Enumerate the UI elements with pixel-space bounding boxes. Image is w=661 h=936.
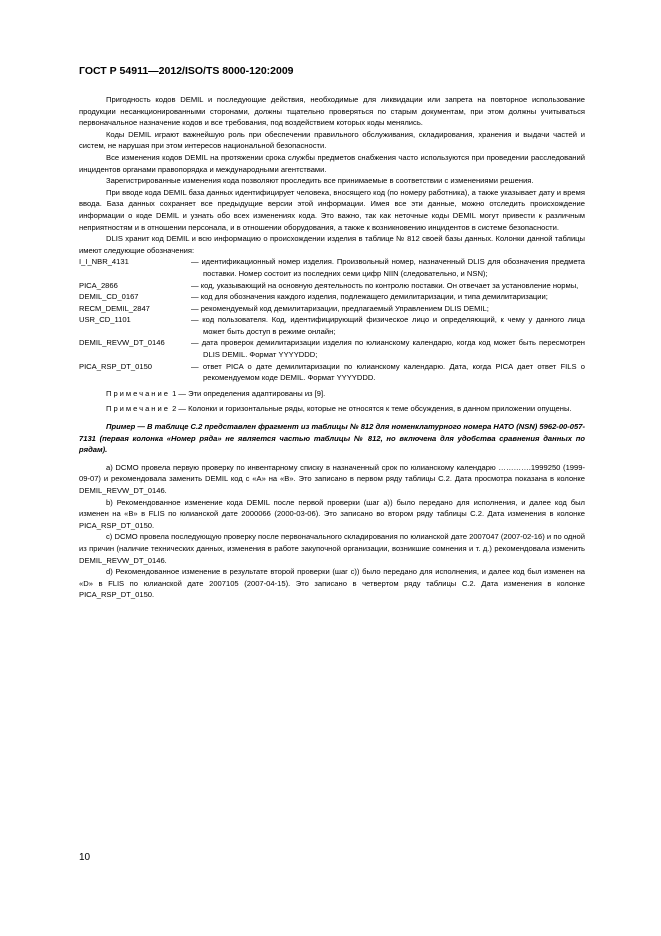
definition-text: — идентификационный номер изделия. Произвольный номер, назначенный DLIS для обозначения предмета поставки. Номер состоит из последних семи цифр NIIN (следовательно, и NSN); [191, 257, 585, 278]
definition-term: USR_CD_1101 [79, 315, 131, 325]
paragraph: DLIS хранит код DEMIL и всю информацию о происхождении изделия в таблице № 812 своей базы данных. Колонки данной таблицы имеют следующие обозначения: [79, 234, 585, 255]
note-text: 1 — Эти определения адаптированы из [9]. [172, 388, 326, 398]
list-item: b) Рекомендованное изменение кода DEMIL после первой проверки (шаг а)) было передано для исполнения, и далее код был изменен на «В» в FLIS по юлианской дате 2000066 (2000-03-06). Это записано во втором ряду таблицы С.2. Дата изменения в колонке PICA_RSP_DT_0150. [79, 497, 585, 530]
definition-text: — рекомендуемый код демилитаризации, предлагаемый Управлением DLIS DEMIL; [191, 303, 489, 313]
definition-row [79, 361, 585, 384]
definition-row [79, 303, 585, 315]
definition-term: I_I_NBR_4131 [79, 257, 129, 267]
definition-row [79, 337, 585, 360]
document-header: ГОСТ Р 54911—2012/ISO/TS 8000-120:2009 [79, 65, 294, 77]
definition-term: DEMIL_CD_0167 [79, 292, 139, 302]
definition-text: — дата проверок демилитаризации изделия по юлианскому календарю, когда код может быть пересмотрен DLIS DEMIL. Формат YYYYDDD; [191, 338, 585, 360]
note [79, 388, 585, 400]
definition-row [79, 256, 585, 279]
definitions-table [79, 256, 585, 384]
definition-row [79, 314, 585, 337]
paragraph: Все изменения кодов DEMIL на протяжении срока службы предметов снабжения часто используются при проведении расследований инцидентов органами правопорядка и международными агентствами. [79, 152, 585, 174]
paragraph: При вводе кода DEMIL база данных идентифицирует человека, вносящего код (по номеру работника), а также указывает дату и время ввода. База данных сохраняет все предыдущие версии этой информации. Имея все эти данные, можно отследить происхождение информации о коде DEMIL и узнать обо всех изменениях кода. Это важно, так как неточные коды DEMIL могут привести к различным неприятностям и в отношении персонала, и в отношении оборудования, а также к возникновению инцидентов в системе безопасности. [79, 187, 585, 232]
definition-row [79, 291, 585, 303]
note-label: Примечание [106, 388, 170, 398]
definition-text: — ответ PICA о дате демилитаризации по юлианскому календарю. Дата, когда PICA дает ответ FILS о рекомендуемом коде DEMIL. Формат YYYYDDD. [191, 361, 585, 383]
example-paragraph: Пример — В таблице С.2 представлен фрагмент из таблицы № 812 для номенклатурного номера НАТО (NSN) 5962-00-057-7131 (первая колонка «Номер ряда» не является частью таблицы № 812, но включена для удобства сравнения данных по рядам). [79, 422, 585, 455]
note-label: Примечание [106, 404, 170, 414]
note-text: 2 — Колонки и горизонтальные ряды, которые не относятся к теме обсуждения, в данном приложении опущены. [172, 404, 572, 414]
page-body [79, 94, 585, 601]
list-item: d) Рекомендованное изменение в результате второй проверки (шаг с)) было передано для исполнения, и далее код был изменен на «D» в FLIS по юлианской дате 2007105 (2007-04-15). Это записано в четвертом ряду таблицы С.2. Дата изменения в колонке PICA_RSP_DT_0150. [79, 567, 585, 600]
definition-term: PICA_RSP_DT_0150 [79, 361, 153, 371]
note [79, 403, 585, 415]
definition-text: — код пользователя. Код, идентифицирующий физическое лицо и определяющий, к чему у данного лица может быть доступ в режиме онлайн; [191, 315, 585, 336]
paragraph: Пригодность кодов DEMIL и последующие действия, необходимые для ликвидации или запрета на повторное использование продукции несанкционированными сторонами, должны тщательно проверяться по старым документам, при этом должны учитываться первоначальное назначение кодов и все требования, под воздействием которых коды менялись. [79, 95, 585, 128]
paragraph: Коды DEMIL играют важнейшую роль при обеспечении правильного обслуживания, складирования, хранения и выдачи частей и систем, не нарушая при этом интересов национальной безопасности. [79, 129, 585, 151]
definition-row [79, 280, 585, 292]
paragraph: Зарегистрированные изменения кода позволяют проследить все принимаемые в соответствии с изменениями решения. [106, 176, 534, 186]
definition-text: — код, указывающий на основную деятельность по контролю поставки. Он отвечает за установление нормы, [191, 280, 579, 290]
definition-term: RECM_DEMIL_2847 [79, 303, 150, 313]
definition-term: PICA_2866 [79, 280, 118, 290]
definition-term: DEMIL_REVW_DT_0146 [79, 338, 165, 348]
page-number: 10 [79, 852, 91, 863]
list-item: c) DCMO провела последующую проверку после первоначального складирования по юлианской дате 2007047 (2007-02-16) и по одной из причин (наличие технических данных, изменения в работе закупочной организации, возникшие сомнения и т. д.) рекомендовала изменить DEMIL_REVW_DT_0146. [79, 532, 585, 565]
list-item: a) DCMO провела первую проверку по инвентарному списку в назначенный срок по юлианскому календарю ………….1999250 (1999-09-07) и рекомендовала заменить DEMIL код с «А» на «В». Это записано в первом ряду таблицы С.2. Дата просмотра показана в колонке DEMIL_REVW_DT_0146. [79, 462, 585, 495]
definition-text: — код для обозначения каждого изделия, подлежащего демилитаризации, и типа демилитаризации; [191, 292, 548, 302]
